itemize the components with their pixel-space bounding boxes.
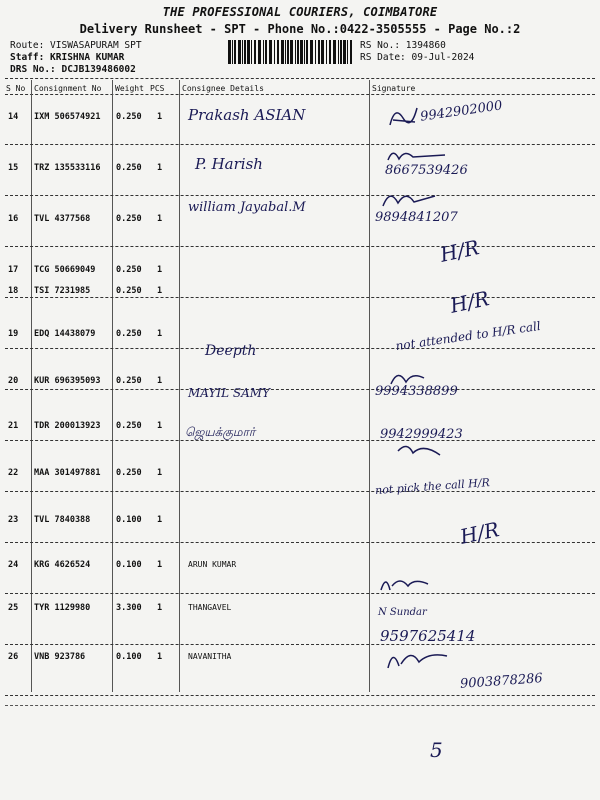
col-pcs: PCS bbox=[150, 84, 165, 93]
header-divider-top bbox=[5, 78, 595, 79]
row-weight: 0.250 bbox=[116, 468, 142, 478]
row-consignment: TSI 7231985 bbox=[34, 286, 91, 296]
barcode-bar bbox=[228, 40, 231, 64]
barcode-bar bbox=[232, 40, 233, 64]
barcode-bar bbox=[254, 40, 256, 64]
row-pcs: 1 bbox=[157, 112, 163, 122]
runsheet-subtitle: Delivery Runsheet - SPT - Phone No.:0422-3505555 - Page No.:2 bbox=[79, 22, 521, 36]
row-weight: 3.300 bbox=[116, 603, 142, 613]
table-row bbox=[0, 94, 600, 145]
handwritten-name: Prakash ASIAN bbox=[188, 106, 306, 124]
consignee-name: NAVANITHA bbox=[188, 652, 232, 661]
barcode-bar bbox=[333, 40, 336, 64]
consignee-name: ARUN KUMAR bbox=[188, 560, 237, 569]
row-sno: 15 bbox=[8, 163, 19, 173]
row-consignment: IXM 506574921 bbox=[34, 112, 101, 122]
row-consignment: TRZ 135533116 bbox=[34, 163, 101, 173]
barcode-bar bbox=[306, 40, 308, 64]
row-consignment: TCG 50669049 bbox=[34, 265, 96, 275]
row-pcs: 1 bbox=[157, 560, 163, 570]
signature-scribble bbox=[385, 145, 455, 165]
signature-scribble bbox=[380, 188, 440, 210]
barcode-bar bbox=[247, 40, 250, 64]
barcode-bar bbox=[285, 40, 286, 64]
row-pcs: 1 bbox=[157, 286, 163, 296]
barcode-bar bbox=[338, 40, 339, 64]
row-pcs: 1 bbox=[157, 376, 163, 386]
row-sno: 19 bbox=[8, 329, 19, 339]
row-consignment: TVL 4377568 bbox=[34, 214, 91, 224]
row-pcs: 1 bbox=[157, 329, 163, 339]
barcode-bar bbox=[238, 40, 241, 64]
handwritten-name: ஜெயக்குமார் bbox=[185, 425, 256, 439]
row-pcs: 1 bbox=[157, 468, 163, 478]
footer-handwritten-mark: 5 bbox=[430, 738, 443, 762]
rs-date: RS Date: 09-Jul-2024 bbox=[360, 52, 475, 63]
row-weight: 0.250 bbox=[116, 421, 142, 431]
handwritten-phone: 9597625414 bbox=[380, 627, 476, 645]
barcode-bar bbox=[304, 40, 305, 64]
row-sno: 23 bbox=[8, 515, 19, 525]
table-row bbox=[0, 560, 600, 645]
col-weight: Weight bbox=[115, 84, 144, 93]
barcode-bar bbox=[350, 40, 352, 64]
signature-scribble bbox=[385, 100, 425, 132]
handwritten-name: Deepth bbox=[205, 343, 257, 359]
row-sno: 20 bbox=[8, 376, 19, 386]
handwritten-remark: H/R bbox=[457, 517, 502, 549]
handwritten-phone: 9942999423 bbox=[380, 427, 463, 442]
row-consignment: TVL 7840388 bbox=[34, 515, 91, 525]
barcode-bar bbox=[297, 40, 299, 64]
row-pcs: 1 bbox=[157, 515, 163, 525]
row-sno: 14 bbox=[8, 112, 19, 122]
row-consignment: TDR 200013923 bbox=[34, 421, 101, 431]
row-pcs: 1 bbox=[157, 603, 163, 613]
barcode-bar bbox=[290, 40, 293, 64]
consignee-name: THANGAVEL bbox=[188, 603, 232, 612]
barcode-bar bbox=[274, 40, 275, 64]
row-weight: 0.100 bbox=[116, 652, 142, 662]
row-consignment: EDQ 14438079 bbox=[34, 329, 96, 339]
barcode-bar bbox=[263, 40, 264, 64]
row-consignment: VNB 923786 bbox=[34, 652, 86, 662]
signature-scribble bbox=[378, 572, 438, 596]
barcode-bar bbox=[329, 40, 331, 64]
table-row bbox=[0, 196, 600, 247]
handwritten-phone: 8667539426 bbox=[385, 163, 468, 178]
signature-scribble bbox=[395, 441, 445, 461]
rs-number: RS No.: 1394860 bbox=[360, 40, 446, 51]
signature-scribble bbox=[385, 646, 455, 674]
drs-label: DRS No.: DCJB139486002 bbox=[10, 64, 136, 75]
row-weight: 0.250 bbox=[116, 265, 142, 275]
handwritten-name: william Jayabal.M bbox=[188, 200, 306, 215]
barcode-bar bbox=[295, 40, 296, 64]
barcode-bar bbox=[321, 40, 324, 64]
row-pcs: 1 bbox=[157, 265, 163, 275]
barcode-bar bbox=[269, 40, 272, 64]
barcode-bar bbox=[318, 40, 320, 64]
row-pcs: 1 bbox=[157, 421, 163, 431]
col-consignment: Consignment No bbox=[34, 84, 102, 93]
company-title: THE PROFESSIONAL COURIERS, COIMBATORE bbox=[162, 5, 438, 19]
row-consignment: KRG 4626524 bbox=[34, 560, 91, 570]
rs-info bbox=[360, 40, 474, 64]
barcode-bar bbox=[343, 40, 346, 64]
barcode-bar bbox=[281, 40, 284, 64]
handwritten-name: N Sundar bbox=[378, 607, 427, 618]
barcode-bar bbox=[315, 40, 316, 64]
barcode-bar bbox=[287, 40, 289, 64]
row-weight: 0.100 bbox=[116, 515, 142, 525]
barcode-bar bbox=[300, 40, 303, 64]
barcode-bar bbox=[234, 40, 236, 64]
barcode-bar bbox=[258, 40, 261, 64]
handwritten-phone: 9994338899 bbox=[375, 384, 458, 399]
row-pcs: 1 bbox=[157, 214, 163, 224]
barcode-bar bbox=[265, 40, 267, 64]
row-sno: 26 bbox=[8, 652, 19, 662]
row-weight: 0.250 bbox=[116, 329, 142, 339]
handwritten-name: MAYIL SAMY bbox=[188, 386, 271, 400]
barcode-bar bbox=[251, 40, 252, 64]
row-sno: 22 bbox=[8, 468, 19, 478]
row-sno: 17 bbox=[8, 265, 19, 275]
row-weight: 0.250 bbox=[116, 163, 142, 173]
barcode-bar bbox=[310, 40, 313, 64]
handwritten-phone: 9894841207 bbox=[375, 210, 458, 225]
handwritten-name: P. Harish bbox=[195, 155, 263, 173]
col-signature: Signature bbox=[372, 84, 416, 93]
row-consignment: TYR 1129980 bbox=[34, 603, 91, 613]
table-row bbox=[0, 145, 600, 196]
col-sno: S No bbox=[6, 84, 26, 93]
handwritten-remark: not pick the call H/R bbox=[374, 476, 491, 497]
row-sno: 18 bbox=[8, 286, 19, 296]
row-weight: 0.250 bbox=[116, 376, 142, 386]
row-sno: 24 bbox=[8, 560, 19, 570]
row-divider bbox=[5, 695, 595, 696]
handwritten-phone: 9003878286 bbox=[459, 671, 544, 692]
barcode-bar bbox=[340, 40, 342, 64]
row-weight: 0.250 bbox=[116, 214, 142, 224]
table-row bbox=[0, 376, 600, 441]
row-consignment: KUR 696395093 bbox=[34, 376, 101, 386]
handwritten-phone: 9942902000 bbox=[419, 98, 504, 125]
barcode-bar bbox=[347, 40, 348, 64]
row-weight: 0.250 bbox=[116, 112, 142, 122]
staff-label: Staff: KRISHNA KUMAR bbox=[10, 52, 125, 63]
row-pcs: 1 bbox=[157, 163, 163, 173]
row-sno: 16 bbox=[8, 214, 19, 224]
handwritten-remark: H/R bbox=[447, 286, 492, 318]
row-pcs: 1 bbox=[157, 652, 163, 662]
barcode-bar bbox=[242, 40, 243, 64]
barcode-bar bbox=[277, 40, 279, 64]
barcode-image bbox=[228, 40, 353, 64]
row-weight: 0.250 bbox=[116, 286, 142, 296]
row-sno: 25 bbox=[8, 603, 19, 613]
barcode-bar bbox=[244, 40, 246, 64]
row-weight: 0.100 bbox=[116, 560, 142, 570]
route-info bbox=[10, 40, 142, 76]
barcode-bar bbox=[326, 40, 327, 64]
handwritten-remark: not attended to H/R call bbox=[394, 318, 542, 354]
col-consignee: Consignee Details bbox=[182, 84, 264, 93]
route-label: Route: VISWASAPURAM SPT bbox=[10, 40, 142, 51]
row-consignment: MAA 301497881 bbox=[34, 468, 101, 478]
handwritten-remark: H/R bbox=[437, 235, 482, 267]
signature-scribble bbox=[388, 368, 428, 388]
table-row bbox=[0, 421, 600, 492]
row-sno: 21 bbox=[8, 421, 19, 431]
table-end-rule bbox=[5, 705, 595, 706]
